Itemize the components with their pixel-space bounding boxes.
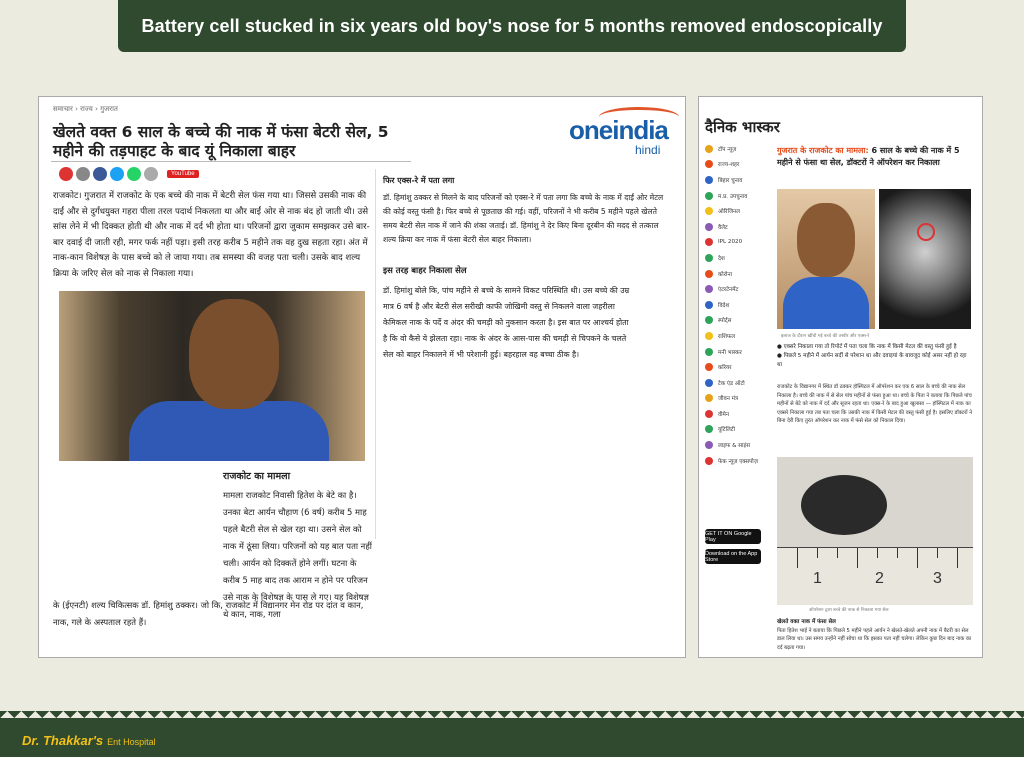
xray-highlight-circle [917,223,935,241]
removal-text: डॉ. हिमांशु बोले कि, पांच महीने से बच्चे के सामने विकट परिस्थिति थी। उस बच्चे की उम्र मात्र 6 वर्ष है और बेटरी सेल सरीखी काफी जोखिमी वस्तु से निकलने वाला जहरीला केमिकल नाक के पर्दे व अंदर की चमड़ी को नुकसान करता है। इस बात पर आश्चर्य होता है कि वो कैसे ये झेलता रहा। नाक के अंदर के आस-पास की चमड़ी से चिपकने के चलते सेल को बाहर निकालने में भी परेशानी हुई। बहरहाल वह बच्चा ठीक है। [383,286,630,359]
nav-bullet-icon [705,270,713,278]
boy-face [189,299,279,409]
youtube-badge[interactable]: YouTube [167,170,199,178]
nav-label: विदेश [718,302,730,309]
nav-bullet-icon [705,332,713,340]
nav-bullet-icon [705,160,713,168]
nav-bullet-icon [705,363,713,371]
nav-bullet-icon [705,379,713,387]
nav-label: IPL 2020 [718,239,743,246]
nav-item[interactable] [705,328,769,344]
nav-label: एंटरटेनमेंट [718,287,739,294]
nav-item[interactable] [705,422,769,438]
twitter-icon[interactable] [110,167,124,181]
nav-item[interactable] [705,406,769,422]
app-store-button[interactable]: Download on the App Store [705,549,761,564]
nav-bullet-icon [705,223,713,231]
column-divider [375,169,376,539]
nav-label: राशिफल [718,333,736,340]
bullet-points: ● एक्सरे निकाला गया तो रिपोर्ट में पता चला कि नाक में किसी मेटल की वस्तु फंसी हुई है ● पिछले 5 महीने में आर्यन सर्दी से परेशान था और दवाइयां के बावजूद कोई असर नहीं हो रहा था [777,344,967,368]
nav-item[interactable] [705,281,769,297]
nav-label: मनी भास्कर [718,349,742,356]
social-share-bar [59,167,199,181]
nav-label: टेक एंड ऑटो [718,380,745,387]
ruler [777,547,973,605]
nav-bullet-icon [705,457,713,465]
oneindia-clipping [38,96,686,658]
comment-icon[interactable] [59,167,73,181]
bhaskar-body-end: पिता हितेश भाई ने बताया कि पिछले 5 महीने पहले आर्यन ने खेलते-खेलते अपनी नाक में बैटरी का सेल डाल लिया था। उस समय उन्होंने नहीं सोचा था कि इसका पता नहीं चलेगा। लेकिन कुछ दिन बाद नाक का दर्द बढ़ता गया। [777,628,972,651]
nav-item[interactable] [705,453,769,469]
headline-rest: 6 साल के बच्चे की नाक में 5 महीने से फंसा था सेल, डॉक्टरों ने ऑपरेशन कर निकाला [777,146,960,167]
nav-bullet-icon [705,394,713,402]
xray-text: डॉ. हिमांशु ठक्कर से मिलने के बाद परिजनों को एक्स-रे में पता लगा कि बच्चे के नाक में दाईं ओर मेटल की कोई वस्तु फंसी है। फिर बच्चे से पूछताछ की गई। वहीं, परिजनों ने भी करीब 5 महीने पहले खेलते समय बेटरी सेल नाक में जाने की शंका जताई। डॉ. हिमांशु ने देर किए बिना दूरबीन की मदद से तत्काल शल्य क्रिया कर नाक में फंसा बेटरी सेल बाहर निकाला। [383,193,664,244]
hospital-brand [22,733,156,748]
nav-item[interactable] [705,344,769,360]
bhaskar-logo: दैनिक भास्कर [705,118,780,136]
oneindia-intro: राजकोट। गुजरात में राजकोट के एक बच्चे की नाक में बेटरी सेल फंस गया था। जिससे उसकी नाक की दाईं और से दुर्गंधयुक्त गहरा पीला तरल पदार्थ निकलता था और बाईं ओर से नाक बंद हो जाती थी। उसे सांस लेने में भी दिक्कत होती थी और नाक में दर्द भी होता था। परिजनों द्वारा जुकाम समझकर उसे बार-बार दवाई दी जाती रही, मगर फर्क नहीं पड़ा। इसी तरह करीब 5 महीने तक वह दुख सहता रहा। अंत में नाक-कान विशेषज्ञ के पास बच्चे को ले जाया गया। तब समस्या की वजह पता चली। उसके बाद शल्य क्रिया के जरिए सेल को नाक से निकाला गया। [53,191,370,279]
case-text-continued: के (ईएनटी) शल्य चिकित्सक डॉ. हिमांशु ठक्कर। जो कि, राजकोट में विद्यानगर मेन रोड पर दांत व कान, नाक, गले के अस्पताल रहते हैं। [53,600,364,627]
nav-label: बिहार चुनाव [718,177,743,184]
nav-item[interactable] [705,203,769,219]
nav-label: म.प्र. उपचुनाव [718,193,748,200]
nav-item[interactable] [705,141,769,157]
nav-item[interactable] [705,437,769,453]
nav-bullet-icon [705,410,713,418]
brand-name: Dr. Thakkar's [22,733,104,748]
nav-label: करियर [718,365,732,372]
boy-shirt [783,277,869,329]
nav-item[interactable] [705,297,769,313]
nav-label: वीमेन [718,411,730,418]
nav-item[interactable] [705,172,769,188]
cell-caption: ऑपरेशन द्वारा बच्चे की नाक से निकाला गया सेल [809,608,889,613]
brand-sub: Ent Hospital [107,737,156,747]
divider [51,161,411,162]
nav-item[interactable] [705,313,769,329]
nav-bullet-icon [705,254,713,262]
nav-bullet-icon [705,145,713,153]
nav-label: राज्य-शहर [718,162,740,169]
nav-bullet-icon [705,316,713,324]
subheading-xray: फिर एक्स-रे में पता लगा [383,176,455,185]
like-icon[interactable] [76,167,90,181]
battery-cell-photo [777,457,973,605]
nav-bullet-icon [705,207,713,215]
nav-item[interactable] [705,375,769,391]
nav-bullet-icon [705,425,713,433]
nav-bullet-icon [705,176,713,184]
nav-label: कोरोना [718,271,733,278]
bhaskar-boy-photo [777,189,875,329]
nav-label: लाइफ & साइंस [718,443,750,450]
whatsapp-icon[interactable] [127,167,141,181]
nav-item[interactable] [705,235,769,251]
page-title: Battery cell stucked in six years old boy's nose for 5 months removed endoscopically [141,15,883,36]
oneindia-logo-text: oneindia [569,115,668,145]
nav-bullet-icon [705,192,713,200]
nav-item[interactable] [705,157,769,173]
boy-photo [59,291,365,461]
nav-item[interactable] [705,391,769,407]
oneindia-headline: खेलते वक्त 6 साल के बच्चे की नाक में फंसा बेटरी सेल, 5 महीने की तड़पाहट के बाद यूं निकाला बाहर [53,123,389,160]
bhaskar-headline [777,145,973,168]
ruler-number: 3 [933,570,942,587]
more-icon[interactable] [144,167,158,181]
oneindia-logo-sub: hindi [635,143,661,157]
nav-label: वैलेट [718,224,728,231]
nav-label: ओरिजिनल [718,209,740,216]
case-text: मामला राजकोट निवासी हितेश के बेटे का है। उनका बेटा आर्यन चौहाण (6 वर्ष) करीब 5 माह पहले बैटरी सेल से खेल रहा था। उसने सेल को नाक में ठूंसा लिया। परिजनों को यह बात पता नहीं चली। आर्यन को दिक्कतें होने लगीं। घटना के करीब 5 माह बाद तक आराम न होने पर परिजन उसे नाक के विशेषज्ञ के पास ले गए। यह विशेषज्ञ थे कान, नाक, गला [223,490,372,619]
nav-bullet-icon [705,301,713,309]
google-play-button[interactable]: GET IT ON Google Play [705,529,761,544]
nav-label: स्पोर्ट्स [718,318,732,325]
nav-label: फेक न्यूज़ एक्सपोज़ [718,458,758,465]
title-banner [118,0,906,52]
nav-bullet-icon [705,348,713,356]
nav-item[interactable] [705,188,769,204]
battery-cell [801,475,887,535]
nav-bullet-icon [705,441,713,449]
nav-item[interactable] [705,250,769,266]
nav-label: देश [718,255,725,262]
photo-caption: इलाज के दौरान खींची गई बच्चे की तस्वीर और एक्स-रे [781,334,870,339]
bhaskar-clipping [698,96,983,658]
nav-label: टॉप न्यूज़ [718,146,737,153]
xray-image [879,189,971,329]
headline-red-part: गुजरात के राजकोट का मामला: [777,146,869,155]
nav-item[interactable] [705,266,769,282]
oneindia-logo [569,115,668,146]
subheading-end: खेलते वक्त नाक में फंसा सेल [777,619,836,625]
boy-face [797,203,855,277]
subheading-removal: इस तरह बाहर निकाला सेल [383,265,467,275]
nav-item[interactable] [705,359,769,375]
nav-label: जीवन मंत्र [718,396,739,403]
facebook-icon[interactable] [93,167,107,181]
subheading-case: राजकोट का मामला [223,471,291,482]
bhaskar-nav [705,141,769,468]
ruler-number: 2 [875,570,884,587]
ruler-number: 1 [813,570,822,587]
nav-label: यूटिलिटी [718,427,736,434]
bhaskar-body: राजकोट के विद्यानगर में स्थित डॉ ठक्कर हॉस्पिटल में ऑपरेशन कर एक 6 साल के बच्चे की नाक सेल निकाला है। बच्चे की नाक में से सेल पांच महीनों से फंसा हुआ था। बच्चे के पिता ने बताया कि पिछले पांच महीनों से बेटे को नाक में दर्द और सूजन रहता था। एक्स-रे के बाद हुआ खुलासा — हॉस्पिटल में नाक का एक्सरे निकाला गया तब पता चला कि उसकी नाक में किसी मेटल की वस्तु फंसी हुई है। इसलिए डॉक्टरों ने बिना देरी किए तुरंत ऑपरेशन कर नाक में फंसे सेल को निकाल दिया। [777,384,973,425]
nav-bullet-icon [705,238,713,246]
breadcrumb: समाचार › राज्य › गुजरात [53,105,118,113]
nav-bullet-icon [705,285,713,293]
boy-shirt [129,401,329,461]
nav-item[interactable] [705,219,769,235]
